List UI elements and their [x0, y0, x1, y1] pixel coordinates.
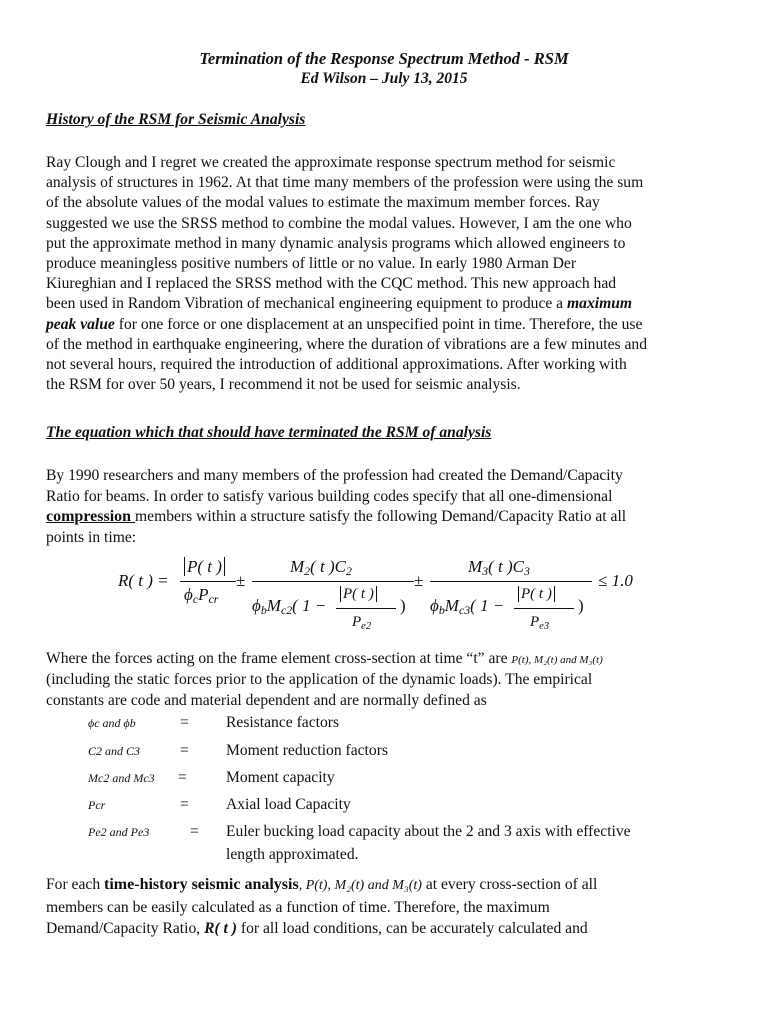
text-line: (including the static forces prior to the application of the dynamic loads). The empirical — [46, 671, 593, 689]
text-line: Ratio for beams. In order to satisfy various building codes specify that all one-dimensional — [46, 487, 613, 505]
definition-row — [88, 796, 105, 815]
text-line — [46, 874, 726, 897]
subscript: b — [260, 603, 267, 617]
fraction-bar-1 — [180, 581, 236, 582]
text-line — [46, 507, 726, 528]
definition-meaning: Resistance factors — [226, 714, 340, 731]
definition-meaning: Euler bucking load capacity about the 2 and 3 axis with effective — [226, 823, 631, 840]
equation-term1-numerator — [184, 557, 225, 577]
fraction-bar-2 — [252, 581, 414, 582]
definition-equals: = — [178, 769, 187, 786]
text-line: put the approximate method in many dynamic analysis programs which allowed engineers to — [46, 234, 626, 252]
text-line: suggested we use the SRSS method to combine the modal values. However, I am the one who — [46, 214, 632, 232]
definition-symbol: ϕc and ϕb — [88, 716, 136, 730]
text-span: for one force or one displacement at an unspecified point in time. Therefore, the use — [114, 315, 643, 333]
inline-math: P(t), M₂(t) and M₃(t) — [511, 654, 603, 666]
phi-symbol: ϕ — [252, 596, 261, 615]
equation-term1-denominator — [184, 585, 218, 605]
text-span: members within a structure satisfy the following Demand/Capacity Ratio at all — [135, 508, 627, 526]
emphasis-compression: compression — [46, 508, 136, 526]
definition-continuation: length approximated. — [226, 846, 359, 863]
text-line — [46, 315, 726, 335]
definition-row — [88, 742, 140, 761]
definition-row — [88, 769, 155, 788]
subscript: e3 — [539, 621, 550, 632]
subscript: e2 — [361, 621, 372, 632]
equation-term2-denominator — [252, 596, 326, 616]
p-symbol: P — [530, 614, 540, 630]
text-line: analysis of structures in 1962. At that time many members of the profession were using the sum — [46, 174, 644, 192]
emphasis-peak-value: peak value — [46, 315, 115, 333]
definition-row — [88, 714, 136, 733]
inline-math: , P(t), M₂(t) and M₃(t) — [298, 878, 422, 893]
text-line: of the absolute values of the modal values to estimate the maximum member forces. Ray — [46, 194, 600, 212]
inner-numerator-3 — [518, 586, 555, 603]
text-span: for all load conditions, can be accurately calculated and — [236, 920, 588, 938]
text-line: Ray Clough and I regret we created the approximate response spectrum method for seismic — [46, 154, 616, 171]
phi-symbol: ϕ — [184, 585, 193, 604]
m-symbol: M — [266, 596, 281, 615]
subscript: 3 — [524, 564, 530, 578]
definition-meaning: Axial load Capacity — [226, 796, 351, 813]
plus-minus-1: ± — [236, 571, 246, 590]
p-symbol: P — [198, 585, 209, 604]
paragraph-forces — [46, 649, 726, 711]
subscript: c2 — [280, 603, 293, 617]
text-span: ( 1 − — [470, 596, 505, 615]
definition-symbol: Pe2 and Pe3 — [88, 825, 150, 839]
definition-symbol: Mc2 and Mc3 — [88, 771, 155, 785]
text-line — [46, 918, 726, 940]
definition-row — [88, 823, 149, 842]
text-line: Kiureghian and I replaced the SRSS method with the CQC method. This new approach had — [46, 275, 617, 293]
m-symbol: M — [444, 596, 459, 615]
inner-fraction-bar-2 — [336, 608, 396, 609]
m-symbol: M — [290, 557, 305, 576]
subscript: 2 — [304, 564, 311, 578]
inner-fraction-bar-3 — [514, 608, 574, 609]
text-line: the RSM for over 50 years, I recommend it not be used for seismic analysis. — [46, 376, 521, 394]
text-line: of the method in earthquake engineering, where the duration of vibrations are a few minutes and — [46, 335, 648, 353]
text-span: ( t )C — [310, 557, 347, 576]
phi-symbol: ϕ — [430, 596, 439, 615]
equation-term2-numerator — [290, 557, 352, 577]
text-span: at every cross-section of all — [421, 876, 598, 893]
text-line — [46, 649, 726, 670]
emphasis-maximum: maximum — [567, 295, 633, 313]
text-span: ( 1 − — [292, 596, 327, 615]
equation-rhs: ≤ 1.0 — [598, 571, 633, 590]
definition-symbol: Pcr — [88, 798, 106, 812]
inner-denominator-3 — [530, 614, 549, 631]
inner-denominator-2 — [352, 614, 371, 631]
definition-equals: = — [180, 742, 189, 759]
subscript: 2 — [346, 564, 352, 578]
definition-meaning: Moment reduction factors — [226, 742, 388, 759]
abs-p-of-t: P( t ) — [518, 586, 555, 602]
paren-close-3: ) — [578, 596, 584, 615]
abs-p-of-t: P( t ) — [340, 586, 377, 602]
subscript: cr — [208, 592, 219, 606]
definition-equals: = — [180, 714, 189, 731]
p-symbol: P — [352, 614, 362, 630]
text-line — [46, 294, 726, 314]
subscript: c3 — [458, 603, 471, 617]
equation-term3-denominator — [430, 596, 504, 616]
abs-p-of-t: P( t ) — [184, 557, 225, 576]
text-line: not several hours, required the introduction of additional approximations. After working with — [46, 356, 627, 374]
equation-term3-numerator — [468, 557, 530, 577]
inner-numerator-2 — [340, 586, 377, 603]
definition-symbol: C2 and C3 — [88, 744, 141, 758]
emphasis-time-history: time-history seismic analysis — [104, 876, 299, 893]
text-span: Demand/Capacity Ratio, — [46, 920, 205, 938]
fraction-bar-3 — [430, 581, 592, 582]
equation-lhs: R( t ) = — [118, 571, 169, 590]
text-line: points in time: — [46, 528, 137, 546]
definition-equals: = — [180, 796, 189, 813]
text-span: For each — [46, 876, 105, 893]
paragraph-time-history — [46, 874, 726, 940]
author-line: Ed Wilson – July 13, 2015 — [300, 70, 468, 87]
subscript: b — [438, 603, 445, 617]
text-line: produce meaningless positive numbers of little or no value. In early 1980 Arman Der — [46, 255, 577, 273]
subscript: 3 — [482, 564, 489, 578]
paren-close-2: ) — [400, 596, 406, 615]
definition-meaning: Moment capacity — [226, 769, 335, 786]
text-span: been used in Random Vibration of mechanical engineering equipment to produce a — [46, 295, 568, 313]
emphasis-r-of-t: R( t ) — [204, 920, 237, 938]
text-line: By 1990 researchers and many members of the profession had created the Demand/Capacity — [46, 467, 623, 484]
text-span: Where the forces acting on the frame element cross-section at time “t” are — [46, 650, 512, 667]
demand-capacity-equation — [118, 552, 678, 642]
paragraph-equation-intro — [46, 466, 726, 548]
text-span: ( t )C — [488, 557, 525, 576]
text-line: members can be easily calculated as a function of time. Therefore, the maximum — [46, 898, 550, 916]
text-line: constants are code and material dependent and are normally defined as — [46, 691, 487, 709]
subscript: c — [192, 592, 199, 606]
section-heading-equation: The equation which that should have terminated the RSM of analysis — [46, 424, 492, 441]
m-symbol: M — [468, 557, 483, 576]
paragraph-history — [46, 153, 726, 395]
document-title: Termination of the Response Spectrum Method - RSM — [199, 49, 569, 68]
plus-minus-2: ± — [414, 571, 424, 590]
section-heading-history: History of the RSM for Seismic Analysis — [46, 111, 306, 128]
definition-equals: = — [190, 823, 199, 840]
